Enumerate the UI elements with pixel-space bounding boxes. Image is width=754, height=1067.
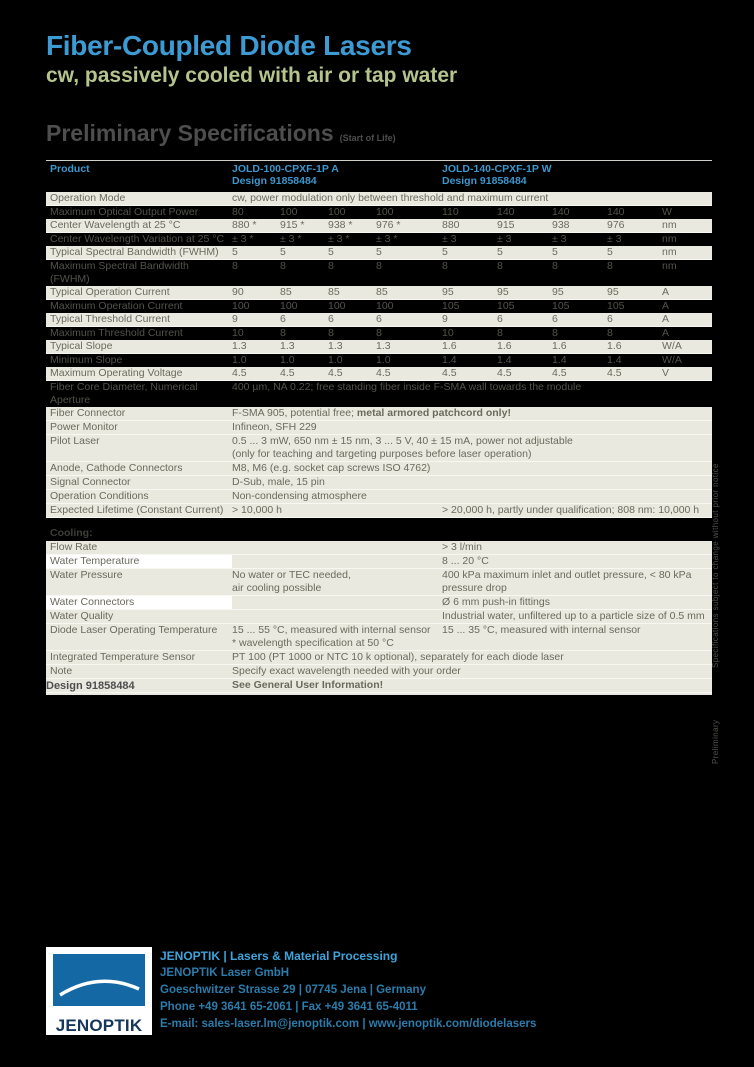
footer-email-web: E-mail: sales-laser.lm@jenoptik.com | www.jenoptik.com/diodelasers	[160, 1018, 537, 1030]
row-value: 0.5 ... 3 mW, 650 nm ± 15 nm, 3 ... 5 V, 40 ± 15 mA, power not adjustable (only for teaching and targeting purposes before laser operation)	[232, 435, 573, 460]
side-note-long: Specifications subject to change without prior notice	[711, 463, 720, 668]
value-a4: 8	[376, 260, 382, 272]
unit: nm	[662, 219, 677, 231]
value-w4: 976	[607, 219, 625, 231]
value-w1: 105	[442, 300, 460, 312]
row-value: 400 µm, NA 0.22; free standing fiber inside F-SMA wall towards the module	[232, 381, 582, 393]
table-row	[46, 596, 712, 610]
value-a4: 1.3	[376, 340, 391, 352]
footer-contact-block	[160, 948, 536, 1033]
row-label: Water Connectors	[46, 596, 232, 609]
value-a1: 1.3	[232, 340, 247, 352]
table-row	[46, 340, 712, 354]
value-w2: 105	[497, 300, 515, 312]
unit: W/A	[662, 340, 682, 352]
table-row	[46, 219, 712, 233]
jenoptik-logo	[46, 947, 152, 1035]
row-label: Fiber Core Diameter, Numerical Aperture	[50, 381, 198, 406]
row-label: Maximum Operating Voltage	[50, 367, 183, 379]
table-row	[46, 407, 712, 421]
value-w4: 140	[607, 206, 625, 218]
table-row	[46, 569, 712, 596]
value-a3: 1.0	[328, 354, 343, 366]
value-w3: 140	[552, 206, 570, 218]
value-w2: ± 3	[497, 233, 512, 245]
table-row	[46, 541, 712, 555]
value-w1: 1.6	[442, 340, 457, 352]
value-w2: 95	[497, 286, 509, 298]
unit: W	[662, 206, 672, 218]
value-a1: 80	[232, 206, 244, 218]
row-value: Infineon, SFH 229	[232, 421, 317, 433]
value-water: Ø 6 mm push-in fittings	[442, 596, 550, 608]
value-a4: 6	[376, 313, 382, 325]
value-a3: 8	[328, 327, 334, 339]
row-label: Integrated Temperature Sensor	[50, 651, 196, 663]
row-value: cw, power modulation only between threshold and maximum current	[232, 192, 549, 204]
table-row	[46, 300, 712, 313]
value-water: > 20,000 h, partly under qualification; 808 nm: 10,000 h	[442, 504, 700, 516]
value-w1: 9	[442, 313, 448, 325]
table-row	[46, 327, 712, 340]
table-row	[46, 504, 712, 518]
table-row	[46, 462, 712, 476]
row-label: Typical Slope	[50, 340, 113, 352]
row-label: Minimum Slope	[50, 354, 123, 366]
table-row	[46, 476, 712, 490]
design-footnote: Design 91858484	[46, 680, 135, 692]
value-a2: 6	[280, 313, 286, 325]
value-a2: 1.3	[280, 340, 295, 352]
unit: A	[662, 300, 670, 312]
value-w1: 4.5	[442, 367, 457, 379]
value-w4: 1.4	[607, 354, 622, 366]
value-w1: 1.4	[442, 354, 457, 366]
value-a1: 9	[232, 313, 238, 325]
table-row	[46, 665, 712, 679]
unit: A	[662, 313, 670, 325]
value-w3: 4.5	[552, 367, 567, 379]
value-water: 8 ... 20 °C	[442, 555, 489, 567]
table-row	[46, 246, 712, 260]
value-a4: 976 *	[376, 219, 401, 231]
unit: V	[662, 367, 670, 379]
table-row	[46, 679, 712, 693]
table-row	[46, 555, 712, 569]
section-label: Cooling:	[50, 527, 93, 539]
value-a3: 1.3	[328, 340, 343, 352]
row-value: PT 100 (PT 1000 or NTC 10 k optional), separately for each diode laser	[232, 651, 564, 663]
value-w3: 105	[552, 300, 570, 312]
value-a3: 6	[328, 313, 334, 325]
value-w4: ± 3	[607, 233, 622, 245]
value-a4: 100	[376, 206, 394, 218]
row-value: Specify exact wavelength needed with your order	[232, 665, 461, 677]
jenoptik-logo-arc-icon	[53, 954, 145, 1011]
row-label: Center Wavelength Variation at 25 °C	[50, 233, 225, 245]
value-w3: 95	[552, 286, 564, 298]
footer-company: JENOPTIK Laser GmbH	[160, 967, 290, 979]
value-w1: ± 3	[442, 233, 457, 245]
column-header-air: JOLD-100-CPXF-1P A Design 91858484	[232, 163, 339, 187]
product-column-label: Product	[50, 163, 90, 175]
value-a1: 880 *	[232, 219, 257, 231]
table-row	[46, 624, 712, 651]
value-a3: 85	[328, 286, 340, 298]
value-w3: 1.6	[552, 340, 567, 352]
value-w2: 140	[497, 206, 515, 218]
value-a2: 915 *	[280, 219, 305, 231]
value-w2: 1.6	[497, 340, 512, 352]
table-row	[46, 381, 712, 407]
row-label: Maximum Operation Current	[50, 300, 183, 312]
value-w4: 8	[607, 260, 613, 272]
footer-phone-fax: Phone +49 3641 65-2061 | Fax +49 3641 65-4011	[160, 1001, 418, 1013]
unit: nm	[662, 260, 677, 272]
value-air-note: No water or TEC needed, air cooling possible	[232, 569, 351, 594]
value-a1: ± 3 *	[232, 233, 254, 245]
value-w4: 4.5	[607, 367, 622, 379]
row-label: Operation Mode	[50, 192, 126, 204]
value-a4: ± 3 *	[376, 233, 398, 245]
table-row	[46, 610, 712, 624]
unit: A	[662, 327, 670, 339]
table-row	[46, 421, 712, 435]
value-a3: 8	[328, 260, 334, 272]
row-value: D-Sub, male, 15 pin	[232, 476, 325, 488]
table-header-row	[46, 161, 712, 192]
table-row	[46, 354, 712, 367]
value-air: > 10,000 h	[232, 504, 282, 516]
value-air: 15 ... 55 °C, measured with internal sensor * wavelength specification at 50 °C	[232, 624, 431, 649]
row-label: Diode Laser Operating Temperature	[50, 624, 218, 636]
value-a3: 100	[328, 300, 346, 312]
table-row	[46, 260, 712, 286]
row-label: Anode, Cathode Connectors	[50, 462, 183, 474]
table-section-row	[46, 527, 712, 540]
row-value-bold: See General User Information!	[232, 679, 384, 691]
value-w4: 8	[607, 327, 613, 339]
value-a1: 8	[232, 260, 238, 272]
value-w3: ± 3	[552, 233, 567, 245]
row-label: Maximum Optical Output Power	[50, 206, 199, 218]
page-title: Fiber-Coupled Diode Lasers	[46, 30, 412, 61]
row-label: Expected Lifetime (Constant Current)	[50, 504, 224, 516]
column-header-water: JOLD-140-CPXF-1P W Design 91858484	[442, 163, 552, 187]
value-a2: 8	[280, 327, 286, 339]
row-label: Maximum Threshold Current	[50, 327, 183, 339]
row-label: Note	[50, 665, 73, 677]
table-row	[46, 435, 712, 462]
row-label: Water Pressure	[50, 569, 123, 581]
value-a1: 10	[232, 327, 244, 339]
value-w1: 880	[442, 219, 460, 231]
value-w2: 1.4	[497, 354, 512, 366]
value-a1: 5	[232, 246, 238, 258]
value-water: Industrial water, unfiltered up to a particle size of 0.5 mm	[442, 610, 705, 622]
value-a2: 5	[280, 246, 286, 258]
value-w3: 5	[552, 246, 558, 258]
table-row	[46, 490, 712, 504]
value-w4: 1.6	[607, 340, 622, 352]
table-row	[46, 367, 712, 381]
value-w3: 1.4	[552, 354, 567, 366]
row-label: Power Monitor	[50, 421, 118, 433]
value-a3: 100	[328, 206, 346, 218]
value-a3: 938 *	[328, 219, 353, 231]
row-label: Water Quality	[50, 610, 114, 622]
unit: nm	[662, 246, 677, 258]
value-a4: 5	[376, 246, 382, 258]
row-label: Typical Spectral Bandwidth (FWHM)	[50, 246, 219, 258]
row-label: Pilot Laser	[50, 435, 100, 447]
value-w2: 4.5	[497, 367, 512, 379]
value-a1: 90	[232, 286, 244, 298]
value-w4: 6	[607, 313, 613, 325]
value-a2: 100	[280, 300, 298, 312]
row-label: Fiber Connector	[50, 407, 126, 419]
value-w4: 95	[607, 286, 619, 298]
value-a2: 85	[280, 286, 292, 298]
value-a1: 4.5	[232, 367, 247, 379]
row-label: Typical Threshold Current	[50, 313, 171, 325]
value-w3: 938	[552, 219, 570, 231]
row-label: Signal Connector	[50, 476, 131, 488]
value-a1: 100	[232, 300, 250, 312]
row-value: M8, M6 (e.g. socket cap screws ISO 4762)	[232, 462, 431, 474]
value-w3: 8	[552, 260, 558, 272]
unit: nm	[662, 233, 677, 245]
value-w1: 5	[442, 246, 448, 258]
row-label: Typical Operation Current	[50, 286, 170, 298]
value-a2: 4.5	[280, 367, 295, 379]
side-note-short: Preliminary	[711, 719, 720, 764]
row-label: Center Wavelength at 25 °C	[50, 219, 181, 231]
section-title-wrap	[46, 120, 396, 147]
table-row	[46, 206, 712, 219]
table-row	[46, 286, 712, 300]
footer-address: Goeschwitzer Strasse 29 | 07745 Jena | Germany	[160, 984, 426, 996]
value-a3: ± 3 *	[328, 233, 350, 245]
table-row	[46, 651, 712, 665]
row-label: Water Temperature	[46, 555, 232, 568]
value-a4: 85	[376, 286, 388, 298]
value-w1: 95	[442, 286, 454, 298]
value-a3: 4.5	[328, 367, 343, 379]
section-title-note: (Start of Life)	[339, 133, 396, 143]
spec-table	[46, 160, 712, 695]
value-a4: 4.5	[376, 367, 391, 379]
table-row	[46, 233, 712, 246]
value-water: 15 ... 35 °C, measured with internal sensor	[442, 624, 641, 636]
page-subtitle: cw, passively cooled with air or tap water	[46, 64, 458, 87]
value-w4: 5	[607, 246, 613, 258]
row-value: F-SMA 905, potential free; metal armored patchcord only!	[232, 407, 511, 419]
value-a2: 100	[280, 206, 298, 218]
value-w4: 105	[607, 300, 625, 312]
table-row	[46, 192, 712, 206]
value-w1: 110	[442, 206, 459, 218]
value-w3: 6	[552, 313, 558, 325]
value-w3: 8	[552, 327, 558, 339]
value-a2: 1.0	[280, 354, 295, 366]
section-title: Preliminary Specifications	[46, 120, 334, 146]
value-w1: 10	[442, 327, 454, 339]
value-a2: ± 3 *	[280, 233, 302, 245]
value-w1: 8	[442, 260, 448, 272]
value-water: > 3 l/min	[442, 541, 482, 553]
row-label: Maximum Spectral Bandwidth (FWHM)	[50, 260, 189, 285]
value-a3: 5	[328, 246, 334, 258]
value-w2: 6	[497, 313, 503, 325]
value-w2: 5	[497, 246, 503, 258]
value-w2: 8	[497, 260, 503, 272]
footer-brand-line: JENOPTIK | Lasers & Material Processing	[160, 949, 398, 963]
row-label: Flow Rate	[50, 541, 98, 553]
unit: A	[662, 286, 670, 298]
row-value: Non-condensing atmosphere	[232, 490, 367, 502]
value-a4: 8	[376, 327, 382, 339]
value-w2: 8	[497, 327, 503, 339]
table-row	[46, 313, 712, 327]
value-w2: 915	[497, 219, 515, 231]
value-water: 400 kPa maximum inlet and outlet pressure, < 80 kPa pressure drop	[442, 569, 692, 594]
value-a1: 1.0	[232, 354, 247, 366]
value-a4: 1.0	[376, 354, 391, 366]
value-a2: 8	[280, 260, 286, 272]
jenoptik-logo-wordmark: JENOPTIK	[55, 1016, 143, 1035]
unit: W/A	[662, 354, 682, 366]
row-label: Operation Conditions	[50, 490, 149, 502]
value-a4: 100	[376, 300, 394, 312]
